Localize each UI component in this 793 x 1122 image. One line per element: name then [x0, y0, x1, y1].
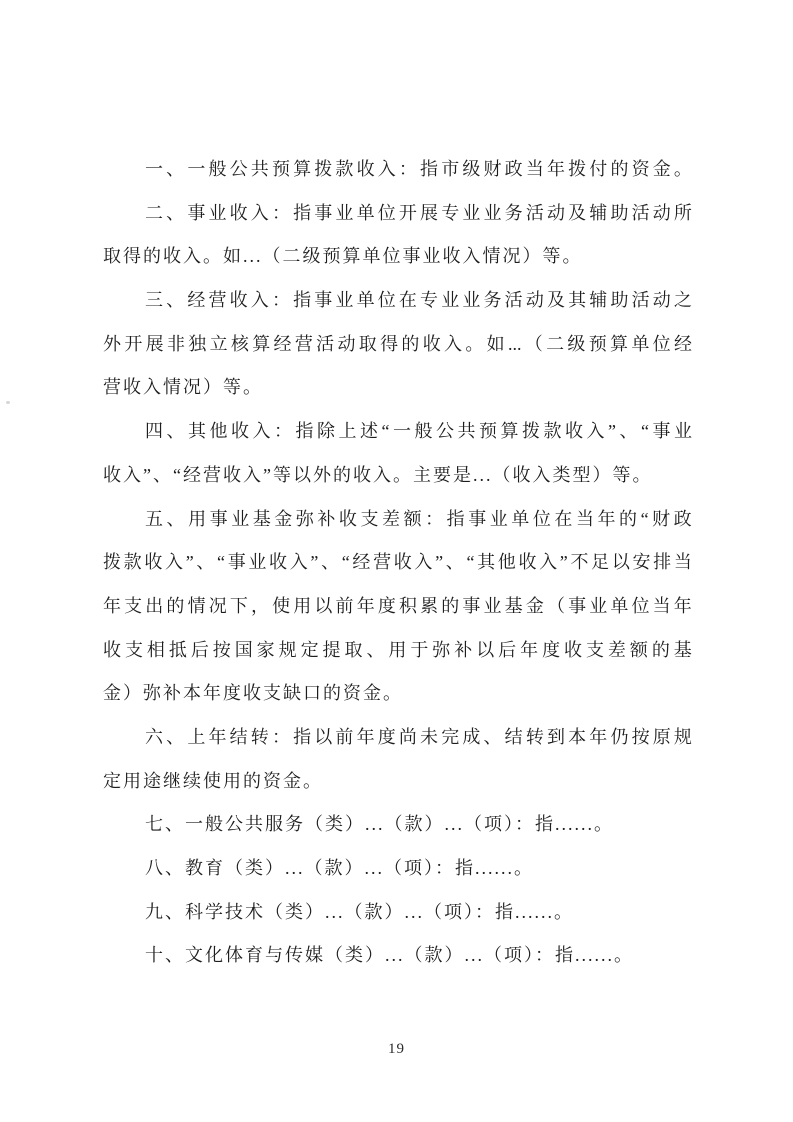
- paragraph-3: [103, 279, 692, 410]
- text-line: 三 、 经 营 收 入 ： 指 事 业 单 位 在 专 业 业 务 活 动 及 其 辅 助 活 动 之: [145, 290, 692, 311]
- text-line: 一 、 一 般 公 共 预 算 拨 款 收 入 ： 指 市 级 财 政 当 年 拨 付 的 资 金 。: [145, 159, 692, 179]
- paragraph-4: [103, 410, 692, 497]
- paragraph-9: [103, 891, 692, 935]
- paragraph-8: [103, 847, 692, 891]
- text-line: 拨 款 收 入 ” 、 “ 事 业 收 入 ” 、 “ 经 营 收 入 ” 、 “ 其 他 收 入 ” 不 足 以 安 排 当: [103, 552, 692, 573]
- text-line: 收入”、“经营收入”等以外的收入。主要是...（收入类型）等。: [103, 464, 653, 485]
- text-line: 九、科学技术（类）...（款）...（项）：指......。: [145, 901, 574, 922]
- text-line: 金）弥补本年度收支缺口的资金。: [103, 683, 403, 704]
- page-number: 19: [388, 1041, 405, 1057]
- paragraph-1: [103, 148, 692, 192]
- text-line: 七、一般公共服务（类）...（款）...（项）：指......。: [145, 814, 614, 835]
- text-line: 收 支 相 抵 后 按 国 家 规 定 提 取 、 用 于 弥 补 以 后 年 度 收 支 差 额 的 基: [103, 639, 692, 660]
- paragraph-6: [103, 716, 692, 803]
- document-body: [103, 148, 692, 978]
- text-line: 四 、 其 他 收 入 ： 指 除 上 述 “ 一 般 公 共 预 算 拨 款 收 入 ” 、 “ 事 业: [145, 421, 692, 442]
- paragraph-10: [103, 934, 692, 978]
- scan-artifact: [6, 401, 10, 404]
- paragraph-2: [103, 192, 692, 279]
- text-line: 取得的收入。如...（二级预算单位事业收入情况）等。: [103, 246, 583, 267]
- text-line: 六 、 上 年 结 转 ： 指 以 前 年 度 尚 未 完 成 、 结 转 到 本 年 仍 按 原 规: [145, 726, 692, 747]
- text-line: 八、教育（类）...（款）...（项）：指......。: [145, 858, 534, 878]
- text-line: 二 、 事 业 收 入 ： 指 事 业 单 位 开 展 专 业 业 务 活 动 及 辅 助 活 动 所: [145, 202, 692, 223]
- text-line: 外 开 展 非 独 立 核 算 经 营 活 动 取 得 的 收 入 。 如 ... （ 二 级 预 算 单 位 经: [103, 333, 692, 354]
- text-line: 定用途继续使用的资金。: [103, 770, 323, 791]
- text-line: 十、文化体育与传媒（类）...（款）...（项）：指......。: [145, 945, 634, 966]
- text-line: 五 、 用 事 业 基 金 弥 补 收 支 差 额 ： 指 事 业 单 位 在 当 年 的 “ 财 政: [145, 508, 692, 529]
- paragraph-7: [103, 803, 692, 847]
- text-line: 年 支 出 的 情 况 下 ， 使 用 以 前 年 度 积 累 的 事 业 基 金 （ 事 业 单 位 当 年: [103, 595, 692, 616]
- text-line: 营收入情况）等。: [103, 377, 263, 398]
- paragraph-5: [103, 498, 692, 716]
